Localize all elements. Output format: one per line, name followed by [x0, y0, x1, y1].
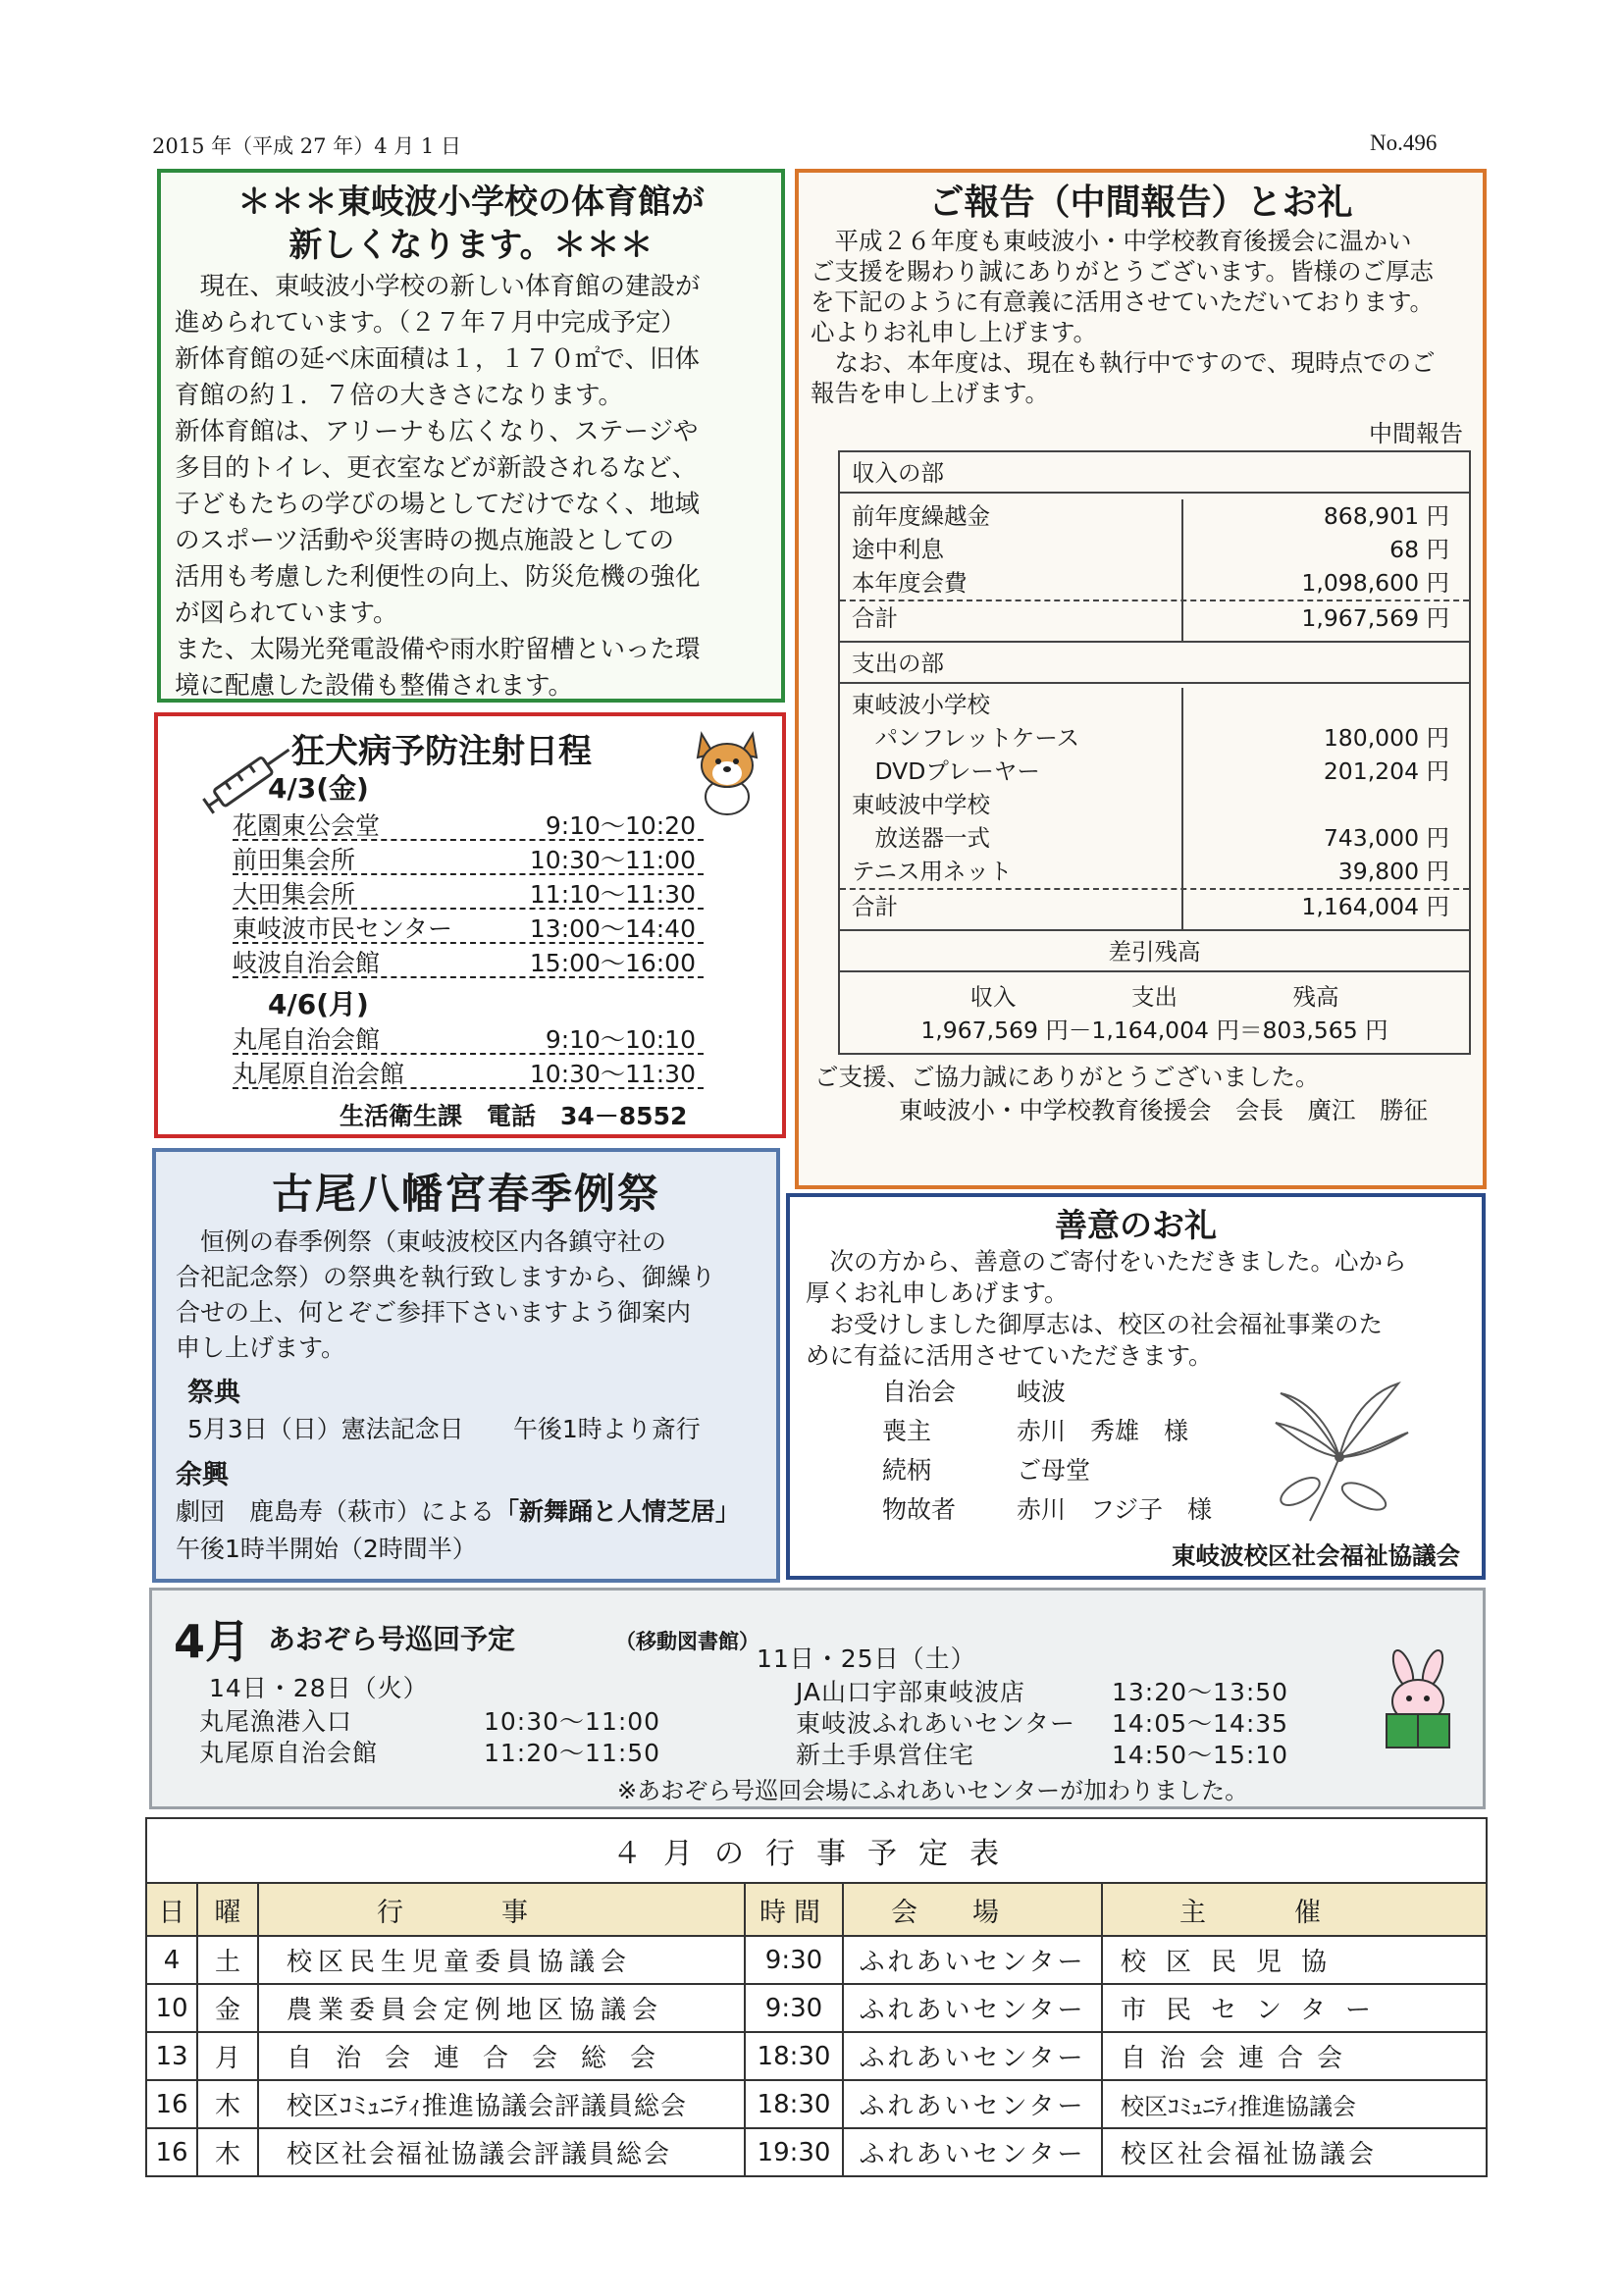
income-total-value: 1,967,569 円 — [1301, 604, 1449, 632]
dog-icon — [688, 720, 766, 818]
income-value: 868,901 円 — [1323, 502, 1449, 530]
library-note: ※あおぞら号巡回会場にふれあいセンターが加わりました。 — [617, 1777, 1249, 1804]
library-right-time: 14:05〜14:35 — [1112, 1709, 1289, 1738]
goodwill-list — [880, 1372, 1273, 1531]
col-time: 時間 — [745, 1883, 843, 1936]
schedule-caption: ４月の行事予定表 — [146, 1818, 1487, 1883]
expense-value: 743,000 円 — [1323, 824, 1449, 852]
goodwill-key: 喪主 — [882, 1417, 932, 1445]
schedule-row — [146, 2080, 1487, 2128]
cell-event: 校区社会福祉協議会評議員総会 — [258, 2128, 745, 2176]
cell-event: 校区民生児童委員協議会 — [258, 1936, 745, 1984]
library-left-time: 11:20〜11:50 — [484, 1739, 661, 1767]
festival-entertainment-text — [176, 1493, 757, 1531]
goodwill-article — [786, 1193, 1486, 1580]
rabies-day1-list — [233, 807, 704, 978]
rabies-title: 狂犬病予防注射日程 — [291, 732, 592, 771]
festival-heading-entertainment: 余興 — [176, 1460, 229, 1490]
cell-time: 9:30 — [745, 1984, 843, 2032]
festival-show: 「新舞踊と人情芝居」 — [495, 1497, 741, 1526]
library-right-place: JA山口宇部東岐波店 — [796, 1678, 1026, 1706]
expense-label: 東岐波小学校 — [840, 688, 1183, 721]
expense-label: テニス用ネット — [840, 855, 1183, 888]
gym-line: また、太陽光発電設備や雨水貯留槽といった環 — [175, 635, 701, 664]
gym-title-line2: 新しくなります。＊＊＊ — [288, 226, 654, 265]
library-title: あおぞら号巡回予定 — [268, 1623, 516, 1655]
rabies-place: 花園東公会堂 — [233, 811, 381, 840]
festival-line: 合せの上、何とぞご参拝下さいますよう御案内 — [176, 1298, 692, 1327]
gym-title — [175, 181, 767, 267]
expense-value: 180,000 円 — [1323, 724, 1449, 752]
library-right-place: 東岐波ふれあいセンター — [796, 1709, 1076, 1738]
goodwill-key: 続柄 — [882, 1456, 932, 1485]
rabies-row — [233, 910, 704, 944]
report-line: ご支援を賜わり誠にありがとうございます。皆様のご厚志 — [811, 257, 1435, 286]
col-host: 主催 — [1102, 1883, 1487, 1936]
cell-day: 13 — [146, 2032, 197, 2080]
library-left-place: 丸尾原自治会館 — [199, 1739, 379, 1767]
income-heading: 収入の部 — [840, 452, 1469, 494]
report-thanks — [807, 1055, 1475, 1133]
gym-body — [175, 269, 767, 704]
goodwill-value: 赤川 フジ子 様 — [1017, 1495, 1213, 1524]
report-line: なお、本年度は、現在も執行中ですので、現時点でのご — [811, 348, 1436, 377]
expense-value: 201,204 円 — [1323, 757, 1449, 785]
expense-value: 39,800 円 — [1337, 858, 1449, 885]
library-left-place: 丸尾漁港入口 — [199, 1707, 353, 1736]
cell-event: 校区ｺﾐｭﾆﾃｨ推進協議会評議員総会 — [258, 2080, 745, 2128]
balance-section — [840, 972, 1469, 1053]
schedule-row — [146, 1984, 1487, 2032]
rabies-row — [233, 875, 704, 910]
rabies-time: 10:30〜11:30 — [529, 1060, 696, 1088]
rabies-row — [233, 944, 704, 978]
report-signature: 東岐波小・中学校教育後援会 会長 廣江 勝征 — [899, 1096, 1428, 1124]
income-label: 途中利息 — [840, 533, 1183, 566]
goodwill-item — [882, 1452, 1271, 1489]
cell-venue: ふれあいセンター — [843, 1984, 1102, 2032]
festival-body — [176, 1225, 757, 1366]
goodwill-item — [882, 1413, 1271, 1450]
cell-time: 18:30 — [745, 2032, 843, 2080]
goodwill-key: 自治会 — [882, 1378, 957, 1406]
cell-venue: ふれあいセンター — [843, 2128, 1102, 2176]
gym-line: 育館の約１．７倍の大きさになります。 — [175, 381, 623, 410]
rabies-day2: 4/6(月) — [268, 988, 369, 1020]
rabies-time: 15:00〜16:00 — [529, 949, 696, 977]
cell-venue: ふれあいセンター — [843, 2080, 1102, 2128]
festival-troupe: 劇団 鹿島寿（萩市）による — [176, 1497, 496, 1526]
expense-value — [1183, 788, 1469, 821]
col-event: 行事 — [258, 1883, 745, 1936]
income-value: 1,098,600 円 — [1301, 569, 1449, 597]
expense-total-row — [840, 890, 1469, 931]
goodwill-value: 岐波 — [1017, 1378, 1067, 1406]
expense-row — [840, 721, 1469, 755]
cell-host: 校区ｺﾐｭﾆﾃｨ推進協議会 — [1102, 2080, 1487, 2128]
festival-line: 合祀記念祭）の祭典を執行致しますから、御繰り — [176, 1263, 716, 1291]
goodwill-value: 赤川 秀雄 様 — [1017, 1417, 1189, 1445]
expense-row — [840, 855, 1469, 890]
cell-host: 校区社会福祉協議会 — [1102, 2128, 1487, 2176]
cell-time: 9:30 — [745, 1936, 843, 1984]
gym-title-line1: ＊＊＊東岐波小学校の体育館が — [237, 183, 705, 222]
col-day: 日 — [146, 1883, 197, 1936]
festival-title: 古尾八幡宮春季例祭 — [271, 1170, 660, 1218]
income-label: 前年度繰越金 — [840, 499, 1183, 533]
cell-host: 自治会連合会 — [1102, 2032, 1487, 2080]
gym-line: 多目的トイレ、更衣室などが新設されるなど、 — [175, 453, 698, 483]
gym-line: 新体育館は、アリーナも広くなり、ステージや — [175, 417, 699, 446]
goodwill-line: めに有益に活用させていただきます。 — [806, 1341, 1213, 1370]
cell-event: 農業委員会定例地区協議会 — [258, 1984, 745, 2032]
gym-line: 子どもたちの学びの場としてだけでなく、地域 — [175, 490, 700, 519]
schedule-row — [146, 1936, 1487, 1984]
income-total-row — [840, 601, 1469, 643]
income-row — [840, 566, 1469, 601]
cell-weekday: 金 — [197, 1984, 258, 2032]
rabies-place: 東岐波市民センター — [233, 914, 453, 943]
issue-number: No.496 — [1370, 130, 1438, 155]
gym-line: 進められています。（２７年７月中完成予定） — [175, 308, 686, 338]
cell-day: 16 — [146, 2080, 197, 2128]
flower-icon — [1261, 1364, 1418, 1531]
rabies-time: 10:30〜11:00 — [529, 846, 696, 874]
rabies-place: 丸尾自治会館 — [233, 1025, 381, 1054]
festival-start-time: 午後1時半開始（2時間半） — [176, 1535, 477, 1563]
festival-article — [152, 1148, 780, 1583]
rabies-time: 9:10〜10:10 — [545, 1025, 696, 1054]
expense-label: DVDプレーヤー — [840, 755, 1183, 788]
expense-row — [840, 788, 1469, 821]
rabies-place: 岐波自治会館 — [233, 949, 381, 977]
cell-day: 16 — [146, 2128, 197, 2176]
rabies-row — [233, 841, 704, 875]
income-value: 68 円 — [1389, 536, 1449, 563]
library-left-time: 10:30〜11:00 — [484, 1707, 661, 1736]
rabies-day1: 4/3(金) — [268, 772, 369, 805]
cell-event: 自治会連合会総会 — [258, 2032, 745, 2080]
expense-label: パンフレットケース — [840, 721, 1183, 755]
report-line: 報告を申し上げます。 — [811, 379, 1050, 407]
goodwill-item — [882, 1374, 1271, 1411]
gym-article — [157, 169, 785, 703]
cell-venue: ふれあいセンター — [843, 2032, 1102, 2080]
cell-host: 校区民児協 — [1102, 1936, 1487, 1984]
rabies-row — [233, 1055, 704, 1089]
festival-ceremony-text: 5月3日（日）憲法記念日 午後1時より斎行 — [187, 1415, 701, 1443]
expense-heading: 支出の部 — [840, 643, 1469, 684]
rabies-row — [233, 1020, 704, 1055]
cell-weekday: 木 — [197, 2128, 258, 2176]
cell-weekday: 月 — [197, 2032, 258, 2080]
goodwill-line: 次の方から、善意のご寄付をいただきました。心から — [806, 1247, 1407, 1276]
rabies-place: 丸尾原自治会館 — [233, 1060, 405, 1088]
cell-weekday: 土 — [197, 1936, 258, 1984]
gym-line: が図られています。 — [175, 599, 398, 628]
rabbit-reading-icon — [1369, 1647, 1467, 1755]
income-label: 本年度会費 — [840, 566, 1183, 600]
expense-row — [840, 684, 1469, 721]
goodwill-key: 物故者 — [882, 1495, 957, 1524]
goodwill-line: お受けしました御厚志は、校区の社会福祉事業のた — [806, 1310, 1383, 1338]
goodwill-title: 善意のお礼 — [1055, 1206, 1217, 1244]
festival-line: 恒例の春季例祭（東岐波校区内各鎮守社の — [176, 1227, 667, 1256]
festival-heading-ceremony: 祭典 — [187, 1378, 240, 1408]
issue-date: 2015 年（平成 27 年）4 月 1 日 — [152, 134, 461, 158]
rabies-time: 11:10〜11:30 — [529, 880, 696, 909]
goodwill-signature: 東岐波校区社会福祉協議会 — [1172, 1541, 1460, 1570]
rabies-time: 13:00〜14:40 — [529, 914, 696, 943]
rabies-contact: 生活衛生課 電話 34－8552 — [340, 1102, 688, 1130]
rabies-day2-list — [233, 1020, 704, 1089]
gym-line: 現在、東岐波小学校の新しい体育館の建設が — [175, 272, 701, 301]
rabies-place: 大田集会所 — [233, 880, 356, 909]
gym-line: 活用も考慮した利便性の向上、防災危機の強化 — [175, 562, 701, 592]
library-right-place: 新土手県営住宅 — [796, 1741, 975, 1769]
gym-line: 境に配慮した設備も整備されます。 — [175, 671, 573, 701]
expense-label: 東岐波中学校 — [840, 788, 1183, 821]
library-right-time: 13:20〜13:50 — [1112, 1678, 1289, 1706]
cell-weekday: 木 — [197, 2080, 258, 2128]
gym-line: のスポーツ活動や災害時の拠点施設としての — [175, 526, 674, 555]
festival-line: 申し上げます。 — [176, 1333, 346, 1362]
gym-line: 新体育館の延べ床面積は１，１７０㎡で、旧体 — [175, 344, 700, 374]
cell-time: 18:30 — [745, 2080, 843, 2128]
income-row — [840, 494, 1469, 533]
balance-heading: 差引残高 — [840, 931, 1469, 972]
library-subtitle: （移動図書館） — [615, 1630, 759, 1653]
report-line: 心よりお礼申し上げます。 — [811, 318, 1098, 346]
report-title: ご報告（中間報告）とお礼 — [928, 183, 1353, 223]
library-right-date: 11日・25日（土） — [757, 1644, 976, 1673]
report-article — [795, 169, 1487, 1189]
rabies-place: 前田集会所 — [233, 846, 356, 874]
report-table — [838, 450, 1471, 1055]
income-total-label: 合計 — [840, 601, 1183, 641]
library-left-date: 14日・28日（火） — [209, 1674, 429, 1702]
cell-time: 19:30 — [745, 2128, 843, 2176]
expense-total-value: 1,164,004 円 — [1301, 893, 1449, 920]
report-subtitle: 中間報告 — [1369, 420, 1463, 447]
schedule-header-row — [146, 1883, 1487, 1936]
rabies-schedule — [154, 712, 786, 1138]
library-month: 4月 — [174, 1615, 251, 1668]
expense-label: 放送器一式 — [840, 821, 1183, 855]
event-schedule-table — [145, 1817, 1488, 2177]
library-right-time: 14:50〜15:10 — [1112, 1741, 1289, 1769]
cell-venue: ふれあいセンター — [843, 1936, 1102, 1984]
goodwill-item — [882, 1491, 1271, 1529]
income-row — [840, 533, 1469, 566]
cell-host: 市民センター — [1102, 1984, 1487, 2032]
report-body — [807, 226, 1475, 408]
col-venue: 会場 — [843, 1883, 1102, 1936]
expense-row — [840, 821, 1469, 855]
report-line: 平成２６年度も東岐波小・中学校教育後援会に温かい — [811, 227, 1412, 255]
cell-day: 4 — [146, 1936, 197, 1984]
schedule-row — [146, 2128, 1487, 2176]
report-thanks-line: ご支援、ご協力誠にありがとうございました。 — [814, 1063, 1320, 1091]
expense-row — [840, 755, 1469, 788]
rabies-row — [233, 807, 704, 841]
balance-value: 1,967,569 円－1,164,004 円＝803,565 円 — [920, 1017, 1388, 1044]
expense-value — [1183, 688, 1469, 721]
goodwill-line: 厚くお礼申しあげます。 — [806, 1278, 1069, 1307]
schedule-row — [146, 2032, 1487, 2080]
report-line: を下記のように有意義に活用させていただいております。 — [811, 287, 1435, 316]
balance-labels: 収入 支出 残高 — [969, 983, 1339, 1011]
rabies-time: 9:10〜10:20 — [545, 811, 696, 840]
cell-day: 10 — [146, 1984, 197, 2032]
col-weekday: 曜 — [197, 1883, 258, 1936]
mobile-library-section — [149, 1588, 1486, 1809]
expense-total-label: 合計 — [840, 890, 1183, 929]
goodwill-body — [806, 1246, 1466, 1372]
goodwill-value: ご母堂 — [1017, 1456, 1091, 1485]
